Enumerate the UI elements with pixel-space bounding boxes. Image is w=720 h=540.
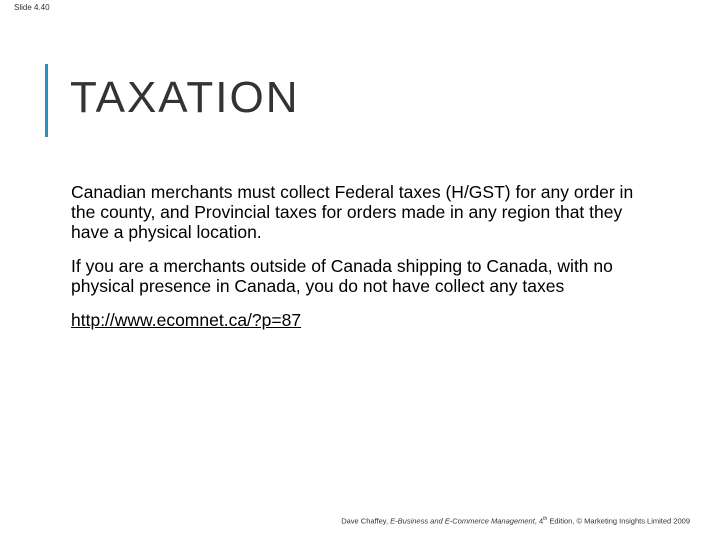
footer-edition-sup: th: [543, 516, 548, 522]
slide-body: [71, 182, 641, 344]
slide-number: Slide 4.40: [14, 3, 50, 12]
footer-edition-prefix: , 4: [534, 516, 544, 526]
footer-citation: [341, 516, 690, 526]
body-paragraph-1: Canadian merchants must collect Federal taxes (H/GST) for any order in the county, and Provincial taxes for orders made in any region that they have a physical location.: [71, 182, 634, 242]
body-paragraph-2: If you are a merchants outside of Canada shipping to Canada, with no physical presence in Canada, you do not have collect any taxes: [71, 256, 613, 296]
link-paragraph: [71, 310, 641, 330]
footer-edition-suffix: Edition, © Marketing Insights Limited 2009: [547, 516, 690, 526]
footer-author: Dave Chaffey,: [341, 516, 391, 526]
title-accent-bar: [45, 64, 48, 137]
ecomnet-link[interactable]: http://www.ecomnet.ca/?p=87: [71, 310, 302, 330]
slide-title: TAXATION: [70, 73, 300, 122]
footer-book-title: E-Business and E-Commerce Management: [390, 516, 535, 526]
